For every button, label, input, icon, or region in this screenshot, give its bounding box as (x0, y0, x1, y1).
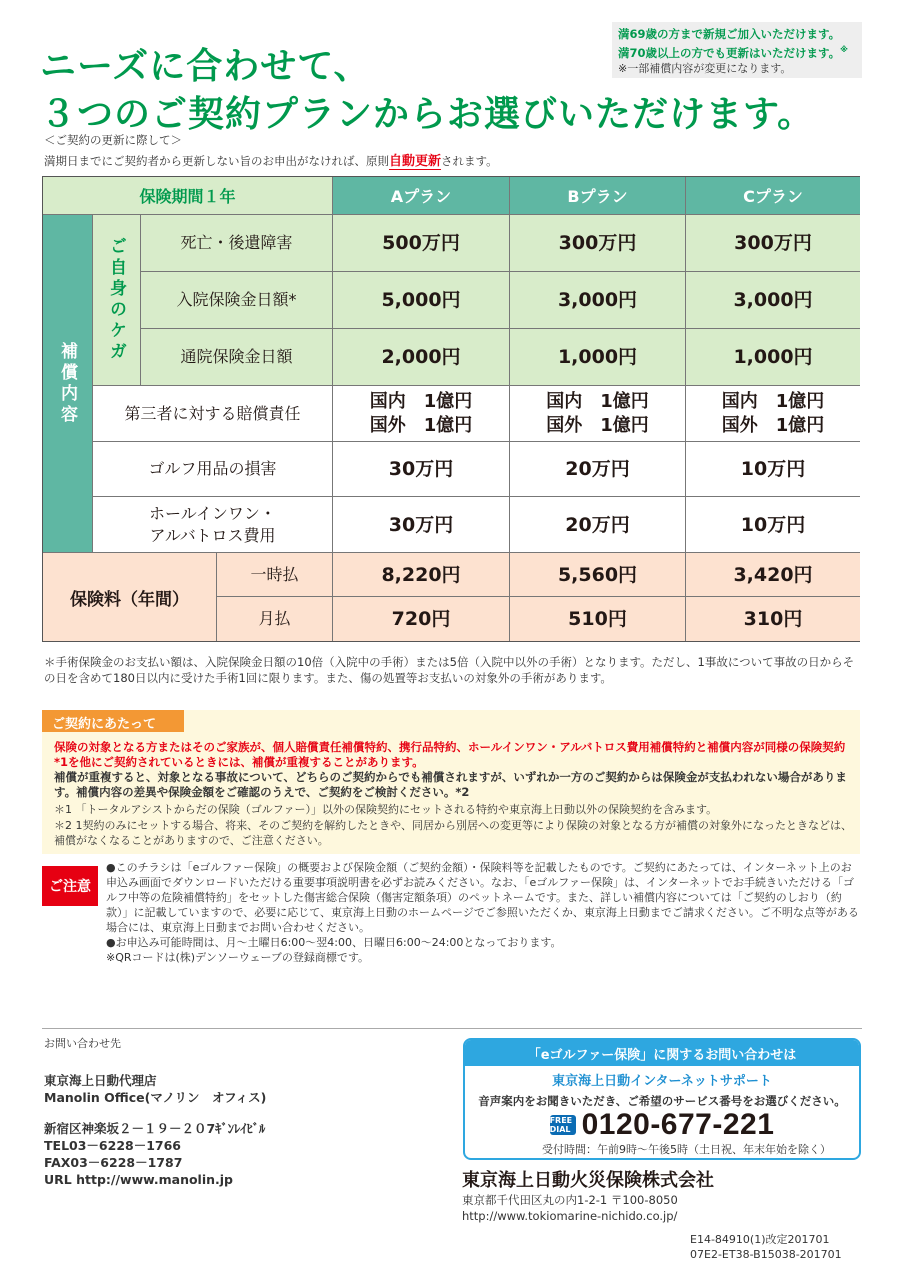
document-codes (690, 1232, 842, 1262)
equipment-plan-b: 20万円 (510, 442, 686, 497)
contact-hours: 受付時間：午前9時～午後5時（土日祝、年末年始を除く） (542, 1143, 831, 1156)
liability-plan-a: 国内 1億円 国外 1億円 (333, 386, 510, 442)
freedial-icon: FREE DIAL (550, 1115, 576, 1135)
holeinone-plan-c: 10万円 (686, 497, 860, 553)
company-address: 東京都千代田区丸の内1-2-1 〒100-8050 (462, 1193, 678, 1207)
surgery-footnote: ＊手術保険金のお支払い額は、入院保険金日額の10倍（入院中の手術）または5倍（入院中以外の手術）となります。ただし、1事故について事故の日からその日を含めて180日以内に受けた手術1回に限ります。また、傷の処置等お支払いの対象外の手術があります。 (44, 655, 855, 685)
caution-body (106, 860, 862, 965)
premium-lump-plan-a: 8,220円 (333, 553, 510, 597)
headline-line2: ３つのご契約プランからお選びいただけます。 (40, 94, 815, 135)
plan-table (42, 176, 860, 642)
death-plan-c: 300万円 (686, 215, 860, 272)
headline-line1: ニーズに合わせて、 (40, 46, 371, 87)
contact-guide: 音声案内をお聞きいただき、ご希望のサービス番号をお選びください。 (478, 1094, 846, 1108)
plan-a-header: Aプラン (333, 177, 510, 215)
contact-phone-row (465, 1109, 859, 1141)
hospital-plan-b: 3,000円 (510, 272, 686, 329)
row-holeinone-label: ホールインワン・ アルバトロス費用 (93, 497, 333, 553)
outpatient-plan-a: 2,000円 (333, 329, 510, 386)
caution-paragraph-2: ●お申込み可能時間は、月～土曜日6:00～翌4:00、日曜日6:00～24:00となっております。 (106, 936, 562, 949)
premium-monthly-plan-b: 510円 (510, 597, 686, 641)
agent-fax: FAX03－6228－1787 (44, 1155, 183, 1170)
contract-note-1: ＊1 「トータルアシストからだの保険（ゴルファー）」以外の保険契約にセットされる特約や東京海上日動以外の保険契約を含みます。 (54, 803, 718, 816)
liability-plan-b: 国内 1億円 国外 1億円 (510, 386, 686, 442)
document-code-1: E14-84910(1)改定201701 (690, 1233, 830, 1246)
contract-note-2: ＊2 1契約のみにセットする場合、将来、そのご契約を解約したときや、同居から別居への変更等により保険の対象となる方が補償の対象外になったときなどは、補償がなくなることがありますので、ご注意ください。 (54, 819, 852, 847)
company-url-link[interactable]: http://www.tokiomarine-nichido.co.jp/ (462, 1209, 678, 1223)
contact-bar: 「eゴルファー保険」に関するお問い合わせは (465, 1040, 859, 1066)
caution-paragraph-3: ※QRコードは(株)デンソーウェーブの登録商標です。 (106, 951, 370, 964)
row-outpatient-label: 通院保険金日額 (141, 329, 333, 386)
age-note-line1: 満69歳の方まで新規ご加入いただけます。 (618, 27, 841, 41)
holeinone-plan-a: 30万円 (333, 497, 510, 553)
agent-name-1: 東京海上日動代理店 (44, 1073, 157, 1088)
liability-plan-c: 国内 1億円 国外 1億円 (686, 386, 860, 442)
contract-notice-box (42, 710, 860, 854)
death-plan-a: 500万円 (333, 215, 510, 272)
row-death-label: 死亡・後遺障害 (141, 215, 333, 272)
hospital-plan-a: 5,000円 (333, 272, 510, 329)
agent-heading: お問い合わせ先 (44, 1037, 121, 1050)
contract-overlap-explanation: 補償が重複すると、対象となる事故について、どちらのご契約からでも補償されますが、いずれか一方のご契約からは保険金が支払われない場合があります。補償内容の差異や保険金額をご確認のうえで、ご契約をご検討ください。*2 (54, 770, 847, 799)
row-hospital-label: 入院保険金日額* (141, 272, 333, 329)
contract-overlap-warning: 保険の対象となる方またはそのご家族が、個人賠償責任補償特約、携行品特約、ホールインワン・アルバトロス費用補償特約と補償内容が同様の保険契約 *1を他にご契約されているときには、補償が重複することがあります。 (54, 740, 846, 769)
plan-b-header: Bプラン (510, 177, 686, 215)
premium-lump-plan-b: 5,560円 (510, 553, 686, 597)
premium-lump-label: 一時払 (217, 553, 333, 597)
auto-renewal-highlight: 自動更新 (389, 154, 442, 169)
coverage-label: 補償内容 (43, 215, 93, 553)
outpatient-plan-b: 1,000円 (510, 329, 686, 386)
premium-monthly-plan-a: 720円 (333, 597, 510, 641)
section-divider (42, 1028, 862, 1029)
document-code-2: 07E2-ET38-B15038-201701 (690, 1248, 842, 1261)
company-name: 東京海上日動火災保険株式会社 (462, 1170, 714, 1191)
renewal-heading: ＜ご契約の更新に際して＞ (44, 133, 182, 147)
premium-lump-plan-c: 3,420円 (686, 553, 860, 597)
agent-tel: TEL03－6228－1766 (44, 1138, 182, 1153)
agent-info (44, 1036, 424, 1188)
premium-label: 保険料（年間） (43, 553, 217, 641)
row-liability-label: 第三者に対する賠償責任 (93, 386, 333, 442)
age-note-line3: ※一部補償内容が変更になります。 (618, 61, 792, 75)
contract-notice-tab: ご契約にあたって (42, 710, 184, 732)
company-address-block (462, 1192, 678, 1224)
age-note-line2: 満70歳以上の方でも更新はいただけます。※ (618, 45, 848, 60)
caution-paragraph-1: ●このチラシは「eゴルファー保険」の概要および保険金額（ご契約金額）・保険料等を記載したものです。ご契約にあたっては、インターネット上のお申込み画面でダウンロードいただける重要事項説明書を必ずお読みください。なお、「eゴルファー保険」は、インターネットでお手続きいただける「ゴルフ中等の危険補償特約」をセットした傷害総合保険（傷害定額条項）のペットネームです。また、詳しい補償内容については「ご契約のしおり（約款）」に記載していますので、必要に応じて、東京海上日動のホームページでご参照いただくか、東京海上日動までご請求ください。ご不明な点等がある場合には、東京海上日動までお問い合わせください。 (106, 861, 859, 934)
agent-name-2: Manolin Office(マノリン オフィス) (44, 1090, 267, 1105)
caution-badge: ご注意 (42, 866, 98, 906)
injury-label: ご自身のケガ (93, 215, 141, 386)
agent-address: 新宿区神楽坂２－１９－２０7ｷﾞﾝﾚｲﾋﾞﾙ (44, 1121, 266, 1136)
period-header: 保険期間１年 (43, 177, 333, 215)
renewal-text: 満期日までにご契約者から更新しない旨のお申出がなければ、原則自動更新されます。 (44, 154, 498, 169)
outpatient-plan-c: 1,000円 (686, 329, 860, 386)
row-equipment-label: ゴルフ用品の損害 (93, 442, 333, 497)
premium-monthly-plan-c: 310円 (686, 597, 860, 641)
death-plan-b: 300万円 (510, 215, 686, 272)
equipment-plan-c: 10万円 (686, 442, 860, 497)
premium-monthly-label: 月払 (217, 597, 333, 641)
plan-c-header: Cプラン (686, 177, 860, 215)
age-note (612, 22, 862, 78)
contact-support-name: 東京海上日動インターネットサポート (552, 1074, 772, 1089)
hospital-plan-c: 3,000円 (686, 272, 860, 329)
holeinone-plan-b: 20万円 (510, 497, 686, 553)
equipment-plan-a: 30万円 (333, 442, 510, 497)
contact-phone-number[interactable]: 0120-677-221 (581, 1108, 775, 1141)
contact-box (463, 1038, 861, 1160)
agent-url-link[interactable]: URL http://www.manolin.jp (44, 1172, 234, 1187)
